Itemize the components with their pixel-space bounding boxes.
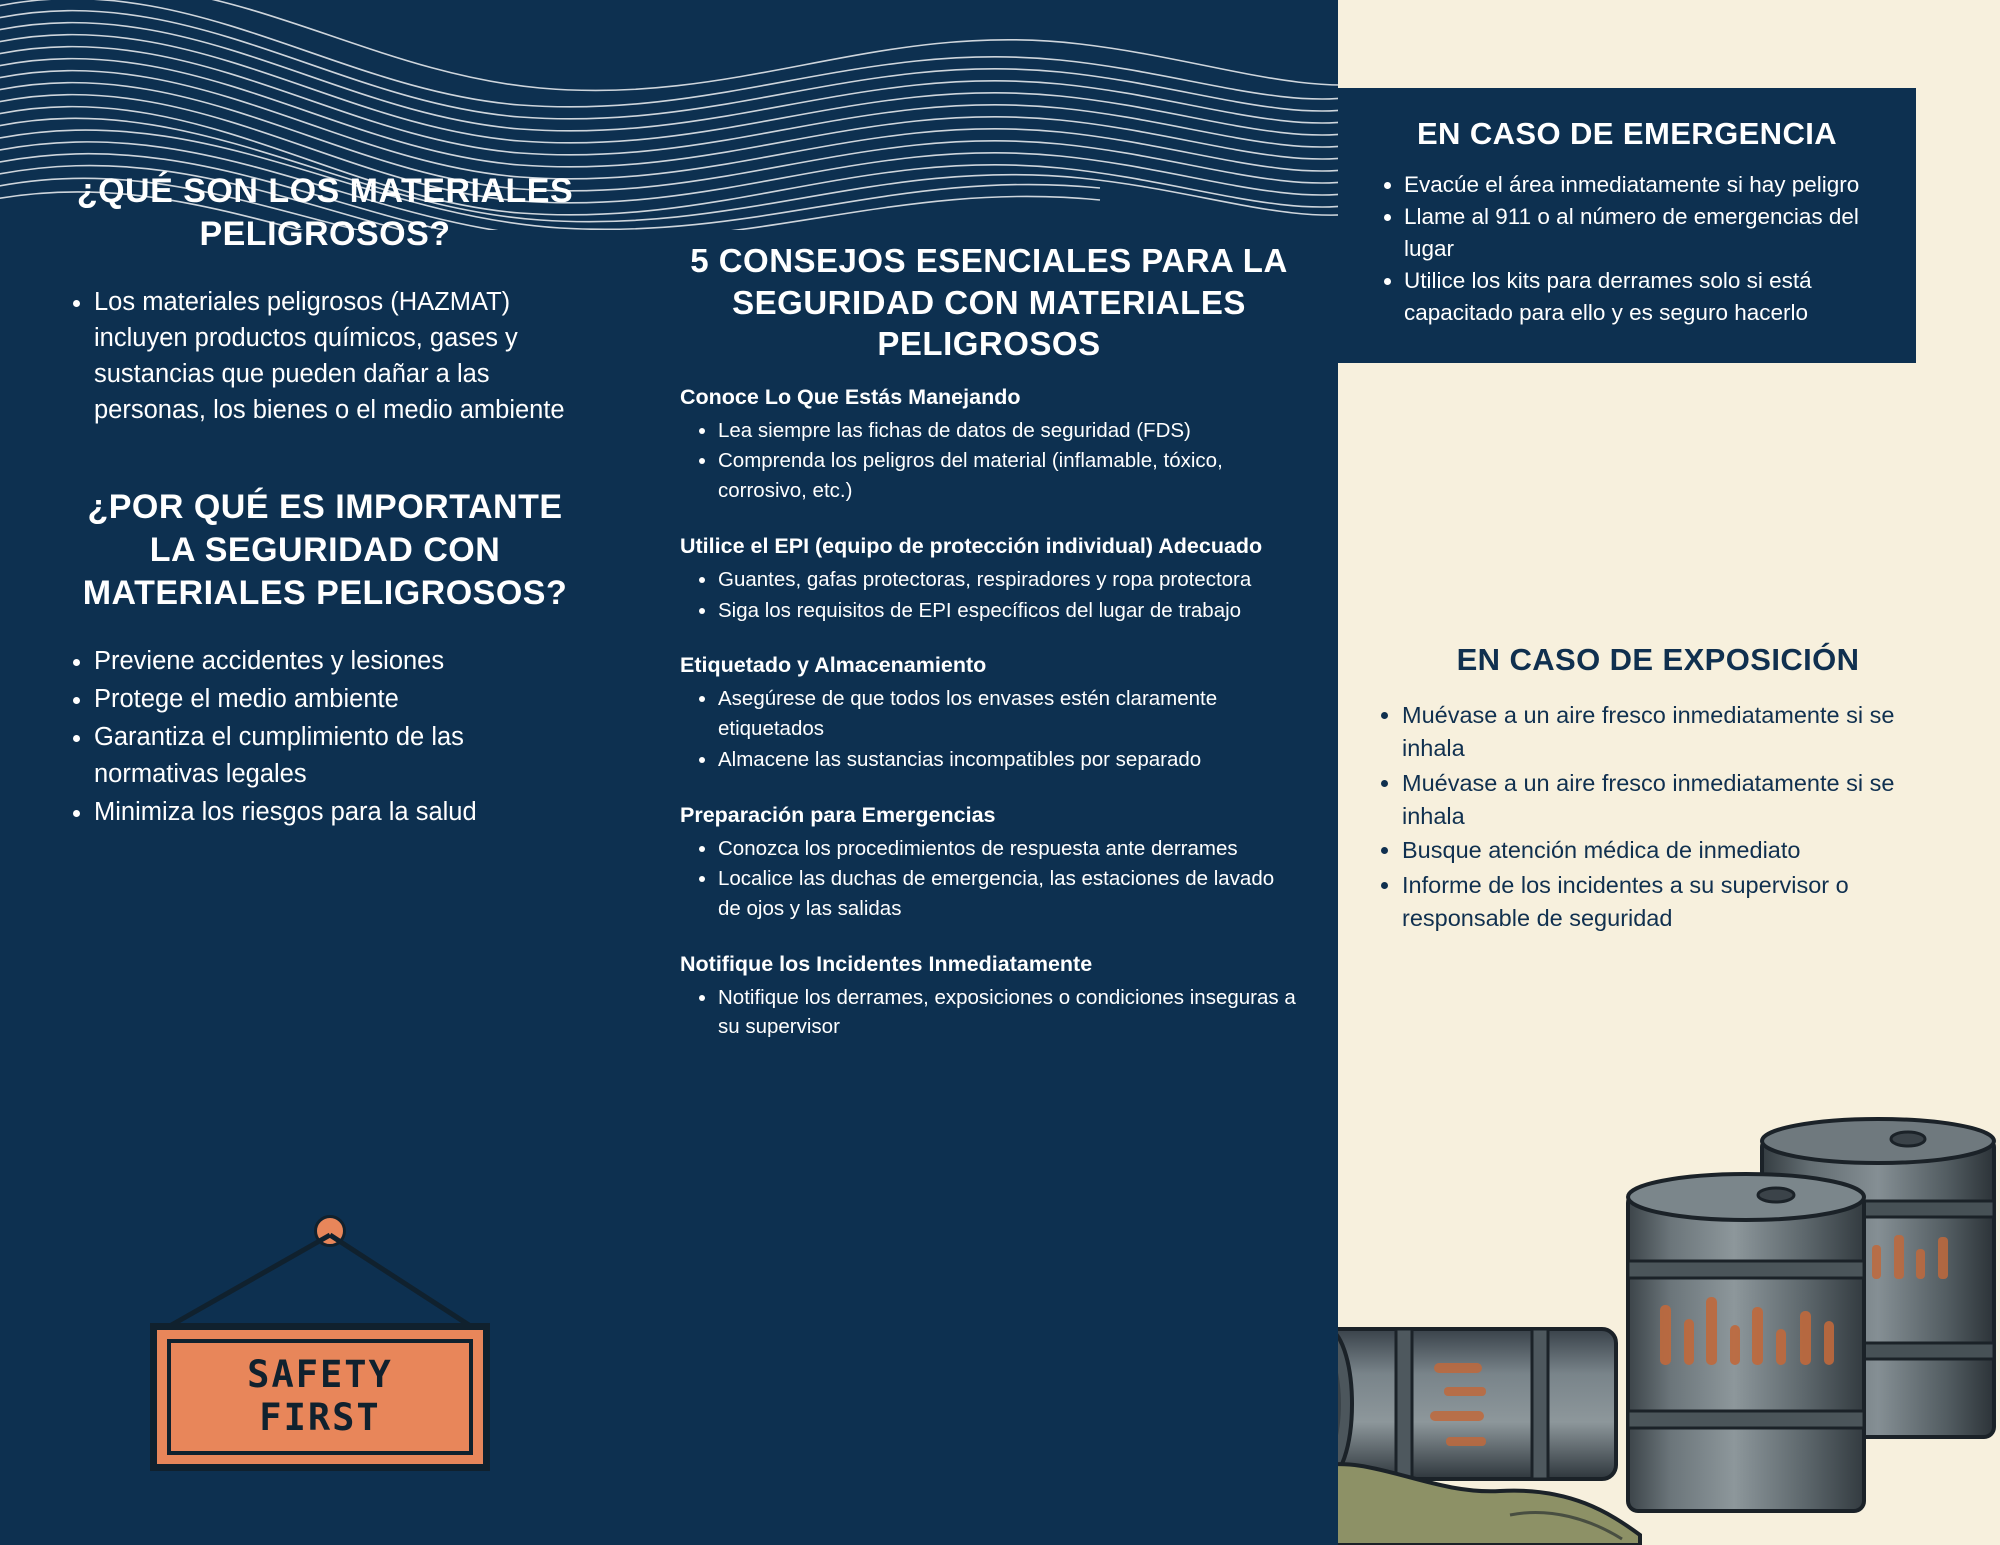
list-item: • Muévase a un aire fresco inmediatamente si se inhala (1402, 767, 1958, 834)
list-item: • Conozca los procedimientos de respuesta ante derrames (718, 834, 1298, 864)
column-what-and-why (0, 0, 650, 1545)
heading-what-are-hazmat: ¿QUÉ SON LOS MATERIALES PELIGROSOS? (76, 172, 574, 253)
list-emergency (1368, 169, 1886, 329)
list-item: • Minimiza los riesgos para la salud (94, 794, 590, 830)
list-item: • Almacene las sustancias incompatibles por separado (718, 745, 1298, 775)
list-item: • Garantiza el cumplimiento de las normativas legales (94, 719, 590, 791)
column-five-tips (650, 0, 1338, 1545)
tip-heading: Notifique los Incidentes Inmediatamente (680, 951, 1093, 976)
heading-emergency: EN CASO DE EMERGENCIA (1416, 116, 1838, 151)
tip-list (680, 565, 1298, 625)
list-what-are-hazmat (60, 284, 590, 429)
list-item: • Informe de los incidentes a su supervisor o responsable de seguridad (1402, 869, 1958, 936)
list-exposure (1358, 699, 1958, 936)
list-item: • Busque atención médica de inmediato (1402, 834, 1958, 867)
tip-heading: Etiquetado y Almacenamiento (680, 653, 987, 678)
list-item: • Asegúrese de que todos los envases estén claramente etiquetados (718, 684, 1298, 743)
hazmat-barrels-illustration (1338, 1115, 2000, 1545)
list-item: • Muévase a un aire fresco inmediatamente si se inhala (1402, 699, 1958, 766)
list-item: • Los materiales peligrosos (HAZMAT) incluyen productos químicos, gases y sustancias que pueden dañar a las personas, los bienes o el medio ambiente (94, 284, 590, 429)
tip-block (680, 651, 1298, 774)
list-item: • Evacúe el área inmediatamente si hay peligro (1404, 169, 1886, 201)
list-item: • Llame al 911 o al número de emergencias del lugar (1404, 201, 1886, 265)
barrel-middle (1628, 1174, 1864, 1511)
tip-block (680, 950, 1298, 1042)
list-item: • Previene accidentes y lesiones (94, 643, 590, 679)
barrel-lying (1338, 1328, 1640, 1545)
tip-block (680, 532, 1298, 625)
list-item: • Notifique los derrames, exposiciones o condiciones inseguras a su supervisor (718, 983, 1298, 1042)
tip-list (680, 684, 1298, 774)
list-item: • Siga los requisitos de EPI específicos del lugar de trabajo (718, 596, 1298, 626)
emergency-box (1338, 88, 1916, 363)
list-item: • Guantes, gafas protectoras, respiradores y ropa protectora (718, 565, 1298, 595)
sign-text-line1: SAFETY (247, 1353, 393, 1397)
column-emergency-exposure (1338, 0, 2000, 1545)
heading-five-tips: 5 CONSEJOS ESENCIALES PARA LA SEGURIDAD CON MATERIALES PELIGROSOS (690, 242, 1288, 363)
exposure-section (1358, 640, 1958, 936)
list-item: • Utilice los kits para derrames solo si está capacitado para ello y es seguro hacerlo (1404, 265, 1886, 329)
list-why-important (60, 643, 590, 830)
heading-why-important: ¿POR QUÉ ES IMPORTANTE LA SEGURIDAD CON MATERIALES PELIGROSOS? (82, 488, 568, 613)
tip-list (680, 834, 1298, 924)
tip-heading: Utilice el EPI (equipo de protección individual) Adecuado (680, 533, 1263, 558)
list-item: • Comprenda los peligros del material (inflamable, tóxico, corrosivo, etc.) (718, 446, 1298, 505)
tip-heading: Conoce Lo Que Estás Manejando (680, 384, 1021, 409)
list-item: • Lea siempre las fichas de datos de seguridad (FDS) (718, 416, 1298, 446)
tip-block (680, 383, 1298, 506)
tip-list (680, 416, 1298, 506)
list-item: • Localice las duchas de emergencia, las estaciones de lavado de ojos y las salidas (718, 864, 1298, 923)
tip-heading: Preparación para Emergencias (680, 802, 996, 827)
sign-text-line2: FIRST (259, 1396, 381, 1439)
heading-exposure: EN CASO DE EXPOSICIÓN (1456, 642, 1860, 677)
list-item: • Protege el medio ambiente (94, 681, 590, 717)
tip-block (680, 801, 1298, 924)
tip-list (680, 983, 1298, 1042)
